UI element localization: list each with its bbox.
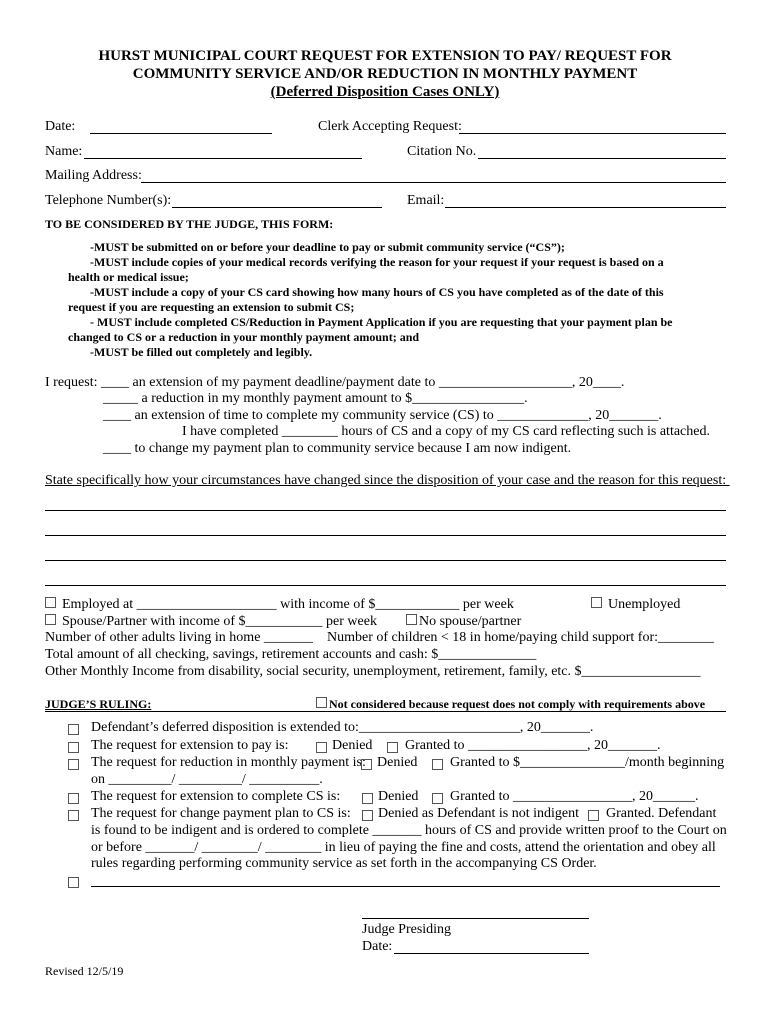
pay-granted-checkbox[interactable] xyxy=(387,742,398,753)
plan-granted-detail-1[interactable]: is found to be indigent and is ordered to complete _______ hours of CS and provide written proof to the Court on xyxy=(91,823,727,838)
signature-date-field[interactable] xyxy=(394,953,589,954)
requirement-line: -MUST be submitted on or before your deadline to pay or submit community service (“CS”); xyxy=(90,240,565,254)
not-considered-text: Not considered because request does not comply with requirements above xyxy=(329,697,706,711)
requirement-line: -MUST be filled out completely and legibly. xyxy=(90,345,313,359)
ruling-checkbox-change-plan[interactable] xyxy=(68,810,79,821)
no-spouse-text: No spouse/partner xyxy=(419,614,522,629)
reduction-granted-text[interactable]: Granted to $_______________/month beginning xyxy=(450,755,725,770)
ruling-cs-text: The request for extension to complete CS is: xyxy=(91,789,341,804)
clerk-label: Clerk Accepting Request: xyxy=(318,119,462,134)
cs-granted-text[interactable]: Granted to _________________, 20______. xyxy=(450,789,699,804)
ruling-checkbox-pay[interactable] xyxy=(68,742,79,753)
requirement-line: health or medical issue; xyxy=(68,270,189,284)
employed-checkbox[interactable] xyxy=(45,597,56,608)
request-line-payment-deadline[interactable]: I request: ____ an extension of my payment deadline/payment date to ___________________, 20____. xyxy=(45,375,625,390)
revised-date: Revised 12/5/19 xyxy=(45,964,124,978)
name-label: Name: xyxy=(45,144,83,159)
judge-signature-line[interactable] xyxy=(362,918,589,919)
ruling-pay-text: The request for extension to pay is: xyxy=(91,738,289,753)
ruling-extended-text[interactable]: Defendant’s deferred disposition is extended to:_______________________, 20_______. xyxy=(91,720,594,735)
unemployed-row xyxy=(591,597,680,613)
request-line-cs-extension[interactable]: ____ an extension of time to complete my community service (CS) to _____________, 20_______. xyxy=(103,408,662,423)
circumstances-line[interactable] xyxy=(45,585,726,586)
ruling-other-line[interactable] xyxy=(91,886,720,887)
request-line-reduction[interactable]: _____ a reduction in my monthly payment amount to $________________. xyxy=(103,391,528,406)
phone-label: Telephone Number(s): xyxy=(45,193,172,208)
form-subtitle: (Deferred Disposition Cases ONLY) xyxy=(270,84,500,100)
pay-granted-text[interactable]: Granted to _________________, 20_______. xyxy=(405,738,661,753)
plan-granted-label: Granted. Defendant xyxy=(606,806,717,821)
citation-field[interactable] xyxy=(478,158,726,159)
reduction-granted-checkbox[interactable] xyxy=(432,759,443,770)
ruling-checkbox-reduction[interactable] xyxy=(68,759,79,770)
citation-label: Citation No. xyxy=(407,144,477,159)
circumstances-prompt: State specifically how your circumstances have changed since the disposition of your case and the reason for this request: xyxy=(45,473,730,488)
circumstances-line[interactable] xyxy=(45,560,726,561)
ruling-heading: JUDGE’S RULING: xyxy=(45,697,152,711)
ruling-reduction-text: The request for reduction in monthly payment is: xyxy=(91,755,366,770)
cs-denied-checkbox[interactable] xyxy=(362,793,373,804)
other-income[interactable]: Other Monthly Income from disability, social security, unemployment, retirement, family, etc. $_________________ xyxy=(45,664,701,679)
no-spouse-row xyxy=(406,614,521,630)
employed-row xyxy=(45,597,514,613)
ruling-change-plan-text: The request for change payment plan to CS is: xyxy=(91,806,351,821)
form-title-line1: HURST MUNICIPAL COURT REQUEST FOR EXTENSION TO PAY/ REQUEST FOR xyxy=(98,48,672,64)
spouse-text[interactable]: Spouse/Partner with income of $___________ per week xyxy=(62,614,377,629)
circumstances-line[interactable] xyxy=(45,535,726,536)
plan-granted-detail-3: rules regarding performing community service as set forth in the accompanying CS Order. xyxy=(91,856,597,871)
address-label: Mailing Address: xyxy=(45,168,142,183)
email-field[interactable] xyxy=(445,207,726,208)
not-considered-checkbox[interactable] xyxy=(316,697,327,708)
reduction-denied-checkbox[interactable] xyxy=(361,759,372,770)
form-title-line2: COMMUNITY SERVICE AND/OR REDUCTION IN MONTHLY PAYMENT xyxy=(132,66,638,82)
plan-denied-label: Denied as Defendant is not indigent xyxy=(378,806,580,821)
address-field[interactable] xyxy=(141,182,726,183)
request-line-indigent[interactable]: ____ to change my payment plan to community service because I am now indigent. xyxy=(103,441,572,456)
reduction-denied-label: Denied xyxy=(377,755,418,770)
children-count[interactable]: Number of children < 18 in home/paying child support for:________ xyxy=(327,630,714,645)
ruling-checkbox-extended[interactable] xyxy=(68,724,79,735)
signature-date-label: Date: xyxy=(362,939,393,954)
requirements-heading: TO BE CONSIDERED BY THE JUDGE, THIS FORM: xyxy=(45,217,334,231)
spouse-checkbox[interactable] xyxy=(45,614,56,625)
spouse-row xyxy=(45,614,377,630)
name-field[interactable] xyxy=(84,158,362,159)
request-line-cs-hours[interactable]: I have completed ________ hours of CS and a copy of my CS card reflecting such is attached. xyxy=(182,424,710,439)
requirement-line: request if you are requesting an extension to submit CS; xyxy=(68,300,355,314)
date-field[interactable] xyxy=(90,133,272,134)
cs-granted-checkbox[interactable] xyxy=(432,793,443,804)
requirement-line: -MUST include copies of your medical records verifying the reason for your request if your request is based on a xyxy=(90,255,664,269)
plan-denied-checkbox[interactable] xyxy=(362,810,373,821)
unemployed-text: Unemployed xyxy=(608,597,681,612)
requirement-line: changed to CS or a reduction in your monthly payment amount; and xyxy=(68,330,420,344)
not-considered-row xyxy=(316,697,705,712)
pay-denied-label: Denied xyxy=(332,738,373,753)
unemployed-checkbox[interactable] xyxy=(591,597,602,608)
employed-text[interactable]: Employed at ____________________ with income of $____________ per week xyxy=(62,597,514,612)
ruling-checkbox-cs[interactable] xyxy=(68,793,79,804)
pay-denied-checkbox[interactable] xyxy=(316,742,327,753)
email-label: Email: xyxy=(407,193,445,208)
reduction-begin-date[interactable]: on _________/ _________/ __________. xyxy=(91,772,323,787)
judge-presiding-label: Judge Presiding xyxy=(362,922,452,937)
requirement-line: -MUST include a copy of your CS card showing how many hours of CS you have completed as of the date of this xyxy=(90,285,664,299)
plan-granted-detail-2[interactable]: or before _______/ ________/ ________ in lieu of paying the fine and costs, attend the orientation and obey all xyxy=(91,840,716,855)
date-label: Date: xyxy=(45,119,76,134)
clerk-field[interactable] xyxy=(459,133,726,134)
circumstances-line[interactable] xyxy=(45,510,726,511)
plan-granted-checkbox[interactable] xyxy=(588,810,599,821)
phone-field[interactable] xyxy=(172,207,382,208)
ruling-checkbox-other[interactable] xyxy=(68,877,79,888)
cs-denied-label: Denied xyxy=(378,789,419,804)
requirement-line: - MUST include completed CS/Reduction in Payment Application if you are requesting that your payment plan be xyxy=(90,315,673,329)
total-assets[interactable]: Total amount of all checking, savings, retirement accounts and cash: $______________ xyxy=(45,647,537,662)
adults-count[interactable]: Number of other adults living in home _______ xyxy=(45,630,313,645)
no-spouse-checkbox[interactable] xyxy=(406,614,417,625)
